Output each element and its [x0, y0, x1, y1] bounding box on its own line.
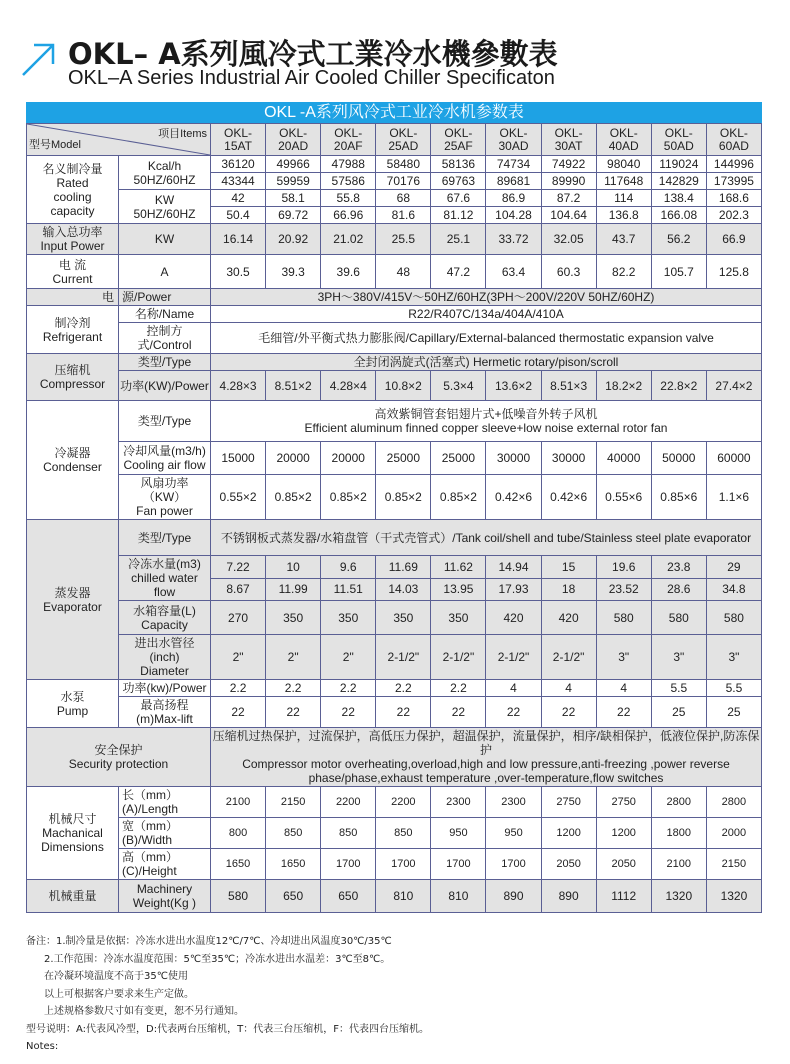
- table-cell: 56.2: [651, 224, 706, 255]
- security-value: 压缩机过热保护，过流保护，高低压力保护，超温保护，流量保护，相序/缺相保护，低液位保护,防冻保护 Compressor motor overheating,overload,high and low pressure,anti-freezing ,power reverse phase/phase,exhaust temperature ,over-temperature,flow switches: [211, 728, 762, 787]
- table-cell: 89990: [541, 173, 596, 190]
- table-cell: 0.55×6: [596, 475, 651, 520]
- table-cell: 43344: [211, 173, 266, 190]
- condenser-fan-label: 风扇功率（KW） Fan power: [119, 475, 211, 520]
- table-cell: 105.7: [651, 255, 706, 289]
- table-cell: 350: [321, 601, 376, 635]
- table-cell: 7.22: [211, 556, 266, 579]
- table-cell: 850: [321, 818, 376, 849]
- table-cell: 104.64: [541, 207, 596, 224]
- table-cell: 50000: [651, 442, 706, 475]
- table-row: [27, 306, 762, 323]
- table-cell: 47988: [321, 156, 376, 173]
- table-cell: 81.6: [376, 207, 431, 224]
- model-label: 型号Model: [29, 139, 81, 151]
- table-cell: 2050: [541, 849, 596, 880]
- table-cell: 58136: [431, 156, 486, 173]
- table-cell: 67.6: [431, 190, 486, 207]
- cooling-kw-label: KW 50HZ/60HZ: [119, 190, 211, 224]
- table-cell: 87.2: [541, 190, 596, 207]
- model-header: OKL- 30AD: [486, 124, 541, 156]
- table-cell: 14.94: [486, 556, 541, 579]
- table-cell: 2": [211, 635, 266, 680]
- table-cell: 98040: [596, 156, 651, 173]
- note-line: 在冷凝环境温度不高于35℃使用: [44, 971, 188, 982]
- table-cell: 50.4: [211, 207, 266, 224]
- table-cell: 28.6: [651, 578, 706, 601]
- refrigerant-control-value: 毛细管/外平衡式热力膨胀阀/Capillary/External-balanced thermostatic expansion valve: [211, 323, 762, 354]
- table-row: [27, 124, 762, 156]
- table-cell: 74734: [486, 156, 541, 173]
- model-header: OKL- 20AD: [266, 124, 321, 156]
- table-cell: 2150: [706, 849, 761, 880]
- table-cell: 8.51×2: [266, 371, 321, 401]
- table-cell: 2150: [266, 787, 321, 818]
- table-cell: 36120: [211, 156, 266, 173]
- table-cell: 2.2: [266, 680, 321, 697]
- table-cell: 1700: [376, 849, 431, 880]
- page-subtitle: OKL–A Series Industrial Air Cooled Chiller Specificaton: [68, 67, 555, 89]
- table-row: [27, 680, 762, 697]
- table-cell: 33.72: [486, 224, 541, 255]
- table-cell: 25: [706, 697, 761, 728]
- table-cell: 420: [486, 601, 541, 635]
- table-cell: 22.8×2: [651, 371, 706, 401]
- table-cell: 166.08: [651, 207, 706, 224]
- note-line: 上述规格参数尺寸如有变更，恕不另行通知。: [44, 1006, 244, 1017]
- table-cell: 2300: [431, 787, 486, 818]
- table-cell: 168.6: [706, 190, 761, 207]
- current-unit: A: [119, 255, 211, 289]
- model-header: OKL- 50AD: [651, 124, 706, 156]
- table-cell: 119024: [651, 156, 706, 173]
- table-row: [27, 224, 762, 255]
- dimensions-width-label: 宽（mm）(B)/Width: [119, 818, 211, 849]
- refrigerant-name-value: R22/R407C/134a/404A/410A: [211, 306, 762, 323]
- table-cell: 59959: [266, 173, 321, 190]
- table-cell: 58480: [376, 156, 431, 173]
- table-cell: 11.69: [376, 556, 431, 579]
- table-cell: 1700: [431, 849, 486, 880]
- table-cell: 23.52: [596, 578, 651, 601]
- table-cell: 138.4: [651, 190, 706, 207]
- table-cell: 125.8: [706, 255, 761, 289]
- table-cell: 82.2: [596, 255, 651, 289]
- model-header: OKL- 60AD: [706, 124, 761, 156]
- table-cell: 4: [541, 680, 596, 697]
- power-value: 3PH～380V/415V～50HZ/60HZ(3PH～200V/220V 50HZ/60HZ): [211, 289, 762, 306]
- table-row: [27, 289, 762, 306]
- table-cell: 43.7: [596, 224, 651, 255]
- table-row: [27, 728, 762, 787]
- table-cell: 2200: [321, 787, 376, 818]
- table-cell: 66.9: [706, 224, 761, 255]
- table-cell: 20000: [266, 442, 321, 475]
- table-cell: 350: [266, 601, 321, 635]
- condenser-type-label: 类型/Type: [119, 401, 211, 442]
- table-row: [27, 880, 762, 913]
- table-cell: 2.2: [211, 680, 266, 697]
- table-cell: 70176: [376, 173, 431, 190]
- power-label-a: 电: [27, 289, 119, 306]
- pump-lift-label: 最高扬程(m)Max-lift: [119, 697, 211, 728]
- table-cell: 11.62: [431, 556, 486, 579]
- table-cell: 2100: [211, 787, 266, 818]
- table-title: OKL -A系列风冷式工业冷水机参数表: [26, 102, 762, 123]
- table-cell: 15: [541, 556, 596, 579]
- table-cell: 800: [211, 818, 266, 849]
- table-cell: 42: [211, 190, 266, 207]
- table-cell: 20000: [321, 442, 376, 475]
- table-row: [27, 190, 762, 207]
- table-cell: 40000: [596, 442, 651, 475]
- table-cell: 2200: [376, 787, 431, 818]
- table-cell: 81.12: [431, 207, 486, 224]
- dimensions-height-label: 高（mm）(C)/Height: [119, 849, 211, 880]
- table-cell: 0.55×2: [211, 475, 266, 520]
- weight-label: 机械重量: [27, 880, 119, 913]
- table-cell: 173995: [706, 173, 761, 190]
- table-cell: 114: [596, 190, 651, 207]
- model-header: OKL- 30AT: [541, 124, 596, 156]
- table-cell: 16.14: [211, 224, 266, 255]
- table-cell: 2100: [651, 849, 706, 880]
- table-cell: 2800: [706, 787, 761, 818]
- model-header: OKL- 40AD: [596, 124, 651, 156]
- table-cell: 68: [376, 190, 431, 207]
- table-cell: 60000: [706, 442, 761, 475]
- table-cell: 30000: [541, 442, 596, 475]
- table-cell: 47.2: [431, 255, 486, 289]
- table-row: [27, 787, 762, 818]
- table-cell: 22: [431, 697, 486, 728]
- condenser-type-value: 高效紫铜管套铝翅片式+低噪音外转子风机 Efficient aluminum finned copper sleeve+low noise external rotor fan: [211, 401, 762, 442]
- table-cell: 4.28×3: [211, 371, 266, 401]
- table-row: [27, 354, 762, 371]
- table-cell: 34.8: [706, 578, 761, 601]
- power-label-b: 源/Power: [119, 289, 211, 306]
- model-header: OKL- 20AF: [321, 124, 376, 156]
- table-cell: 4.28×4: [321, 371, 376, 401]
- content-column: [26, 0, 762, 1064]
- table-row: [27, 849, 762, 880]
- table-cell: 1320: [706, 880, 761, 913]
- table-row: [27, 475, 762, 520]
- table-cell: 202.3: [706, 207, 761, 224]
- table-cell: 0.85×2: [431, 475, 486, 520]
- table-row: [27, 255, 762, 289]
- table-cell: 950: [486, 818, 541, 849]
- table-row: [27, 401, 762, 442]
- table-cell: 117648: [596, 173, 651, 190]
- table-cell: 1200: [596, 818, 651, 849]
- table-cell: 39.3: [266, 255, 321, 289]
- table-cell: 0.42×6: [541, 475, 596, 520]
- table-cell: 142829: [651, 173, 706, 190]
- table-cell: 63.4: [486, 255, 541, 289]
- table-cell: 136.8: [596, 207, 651, 224]
- table-cell: 8.67: [211, 578, 266, 601]
- table-cell: 49966: [266, 156, 321, 173]
- table-cell: 89681: [486, 173, 541, 190]
- table-cell: 39.6: [321, 255, 376, 289]
- table-cell: 22: [376, 697, 431, 728]
- table-row: [27, 323, 762, 354]
- table-cell: 17.93: [486, 578, 541, 601]
- security-label: 安全保护 Security protection: [27, 728, 211, 787]
- table-cell: 20.92: [266, 224, 321, 255]
- table-cell: 25: [651, 697, 706, 728]
- table-cell: 2-1/2": [486, 635, 541, 680]
- items-label: 项目Items: [158, 128, 207, 140]
- note-line: 2.工作范围：冷冻水温度范围：5℃至35℃；冷冻水进出水温差：3℃至8℃。: [44, 953, 391, 965]
- table-cell: 0.42×6: [486, 475, 541, 520]
- table-cell: 22: [321, 697, 376, 728]
- evaporator-type-label: 类型/Type: [119, 520, 211, 556]
- pump-power-label: 功率(kw)/Power: [119, 680, 211, 697]
- table-cell: 60.3: [541, 255, 596, 289]
- condenser-airflow-label: 冷却风量(m3/h) Cooling air flow: [119, 442, 211, 475]
- table-cell: 0.85×2: [376, 475, 431, 520]
- table-cell: 2-1/2": [541, 635, 596, 680]
- table-cell: 1700: [321, 849, 376, 880]
- current-label: 电 流 Current: [27, 255, 119, 289]
- evaporator-capacity-label: 水箱容量(L) Capacity: [119, 601, 211, 635]
- table-cell: 1700: [486, 849, 541, 880]
- table-cell: 13.95: [431, 578, 486, 601]
- table-cell: 104.28: [486, 207, 541, 224]
- table-cell: 30000: [486, 442, 541, 475]
- table-cell: 22: [266, 697, 321, 728]
- model-header: OKL- 15AT: [211, 124, 266, 156]
- table-cell: 32.05: [541, 224, 596, 255]
- table-cell: 22: [541, 697, 596, 728]
- refrigerant-label: 制冷剂 Refrigerant: [27, 306, 119, 354]
- header-model-items: [27, 124, 211, 156]
- table-cell: 10.8×2: [376, 371, 431, 401]
- table-cell: 1650: [211, 849, 266, 880]
- table-cell: 2.2: [321, 680, 376, 697]
- table-cell: 850: [376, 818, 431, 849]
- table-cell: 0.85×6: [651, 475, 706, 520]
- note-line: Notes:: [26, 1041, 59, 1052]
- table-cell: 69763: [431, 173, 486, 190]
- table-cell: 66.96: [321, 207, 376, 224]
- model-header: OKL- 25AD: [376, 124, 431, 156]
- table-cell: 5.3×4: [431, 371, 486, 401]
- table-cell: 0.85×2: [321, 475, 376, 520]
- table-cell: 3": [706, 635, 761, 680]
- table-cell: 74922: [541, 156, 596, 173]
- evaporator-flow-label: 冷冻水量(m3) chilled water flow: [119, 556, 211, 601]
- table-cell: 2-1/2": [431, 635, 486, 680]
- pump-label: 水泵 Pump: [27, 680, 119, 728]
- input-power-unit: KW: [119, 224, 211, 255]
- table-cell: 350: [431, 601, 486, 635]
- input-power-label: 输入总功率 Input Power: [27, 224, 119, 255]
- table-cell: 650: [321, 880, 376, 913]
- table-cell: 4: [596, 680, 651, 697]
- table-cell: 25000: [376, 442, 431, 475]
- table-cell: 10: [266, 556, 321, 579]
- table-cell: 22: [486, 697, 541, 728]
- note-line: 以上可根据客户要求来生产定做。: [44, 988, 194, 1000]
- table-row: [27, 697, 762, 728]
- table-cell: 9.6: [321, 556, 376, 579]
- table-cell: 2": [266, 635, 321, 680]
- table-cell: 18.2×2: [596, 371, 651, 401]
- table-cell: 2.2: [376, 680, 431, 697]
- refrigerant-name-label: 名称/Name: [119, 306, 211, 323]
- table-cell: 2-1/2": [376, 635, 431, 680]
- table-row: [27, 818, 762, 849]
- table-cell: 350: [376, 601, 431, 635]
- weight-unit: Machinery Weight(Kg ): [119, 880, 211, 913]
- table-cell: 69.72: [266, 207, 321, 224]
- table-cell: 25.1: [431, 224, 486, 255]
- table-cell: 86.9: [486, 190, 541, 207]
- table-cell: 1.1×6: [706, 475, 761, 520]
- table-row: [27, 371, 762, 401]
- table-cell: 25.5: [376, 224, 431, 255]
- table-cell: 22: [211, 697, 266, 728]
- table-cell: 890: [541, 880, 596, 913]
- evaporator-label: 蒸发器 Evaporator: [27, 520, 119, 680]
- table-cell: 2000: [706, 818, 761, 849]
- table-cell: 29: [706, 556, 761, 579]
- table-cell: 810: [376, 880, 431, 913]
- note-line: 型号说明：A:代表风冷型，D:代表两台压缩机，T：代表三台压缩机，F：代表四台压缩机。: [26, 1023, 429, 1035]
- table-cell: 1112: [596, 880, 651, 913]
- table-cell: 27.4×2: [706, 371, 761, 401]
- table-cell: 23.8: [651, 556, 706, 579]
- cooling-kcal-label: Kcal/h 50HZ/60HZ: [119, 156, 211, 190]
- table-cell: 22: [596, 697, 651, 728]
- table-row: [27, 601, 762, 635]
- table-cell: 810: [431, 880, 486, 913]
- table-cell: 2300: [486, 787, 541, 818]
- table-cell: 420: [541, 601, 596, 635]
- table-cell: 2750: [541, 787, 596, 818]
- table-cell: 2.2: [431, 680, 486, 697]
- table-cell: 1200: [541, 818, 596, 849]
- table-cell: 57586: [321, 173, 376, 190]
- note-line: 备注：1.制冷量是依据：冷冻水进出水温度12℃/7℃、冷却进出风温度30℃/35℃: [26, 936, 392, 947]
- compressor-type-value: 全封闭涡旋式(活塞式) Hermetic rotary/pison/scroll: [211, 354, 762, 371]
- table-cell: 13.6×2: [486, 371, 541, 401]
- table-row: [27, 520, 762, 556]
- table-cell: 25000: [431, 442, 486, 475]
- spec-table: [26, 123, 762, 913]
- table-cell: 2750: [596, 787, 651, 818]
- table-cell: 2800: [651, 787, 706, 818]
- table-cell: 2": [321, 635, 376, 680]
- table-cell: 580: [651, 601, 706, 635]
- table-cell: 3": [651, 635, 706, 680]
- notes: [26, 933, 762, 1056]
- table-cell: 3": [596, 635, 651, 680]
- condenser-label: 冷凝器 Condenser: [27, 401, 119, 520]
- cooling-label: 名义制冷量 Rated cooling capacity: [27, 156, 119, 224]
- evaporator-type-value: 不锈钢板式蒸发器/水箱盘管（干式壳管式）/Tank coil/shell and tube/Stainless steel plate evaporator: [211, 520, 762, 556]
- table-cell: 48: [376, 255, 431, 289]
- table-cell: 30.5: [211, 255, 266, 289]
- table-cell: 4: [486, 680, 541, 697]
- table-cell: 0.85×2: [266, 475, 321, 520]
- table-cell: 5.5: [651, 680, 706, 697]
- table-cell: 1650: [266, 849, 321, 880]
- table-cell: 18: [541, 578, 596, 601]
- evaporator-diameter-label: 进出水管径(inch) Diameter: [119, 635, 211, 680]
- table-cell: 580: [596, 601, 651, 635]
- page-title: OKL– A系列風冷式工業冷水機參數表: [68, 37, 558, 71]
- table-row: [27, 442, 762, 475]
- model-header: OKL- 25AF: [431, 124, 486, 156]
- table-cell: 580: [211, 880, 266, 913]
- table-cell: 1800: [651, 818, 706, 849]
- table-cell: 270: [211, 601, 266, 635]
- compressor-power-label: 功率(KW)/Power: [119, 371, 211, 401]
- table-cell: 8.51×3: [541, 371, 596, 401]
- dimensions-label: 机械尺寸 Machanical Dimensions: [27, 787, 119, 880]
- table-row: [27, 156, 762, 173]
- table-cell: 890: [486, 880, 541, 913]
- table-cell: 1320: [651, 880, 706, 913]
- table-cell: 19.6: [596, 556, 651, 579]
- table-cell: 650: [266, 880, 321, 913]
- dimensions-length-label: 长（mm）(A)/Length: [119, 787, 211, 818]
- compressor-label: 压缩机 Compressor: [27, 354, 119, 401]
- compressor-type-label: 类型/Type: [119, 354, 211, 371]
- table-cell: 2050: [596, 849, 651, 880]
- table-cell: 850: [266, 818, 321, 849]
- table-cell: 950: [431, 818, 486, 849]
- table-cell: 58.1: [266, 190, 321, 207]
- table-cell: 15000: [211, 442, 266, 475]
- table-cell: 11.99: [266, 578, 321, 601]
- table-cell: 580: [706, 601, 761, 635]
- refrigerant-control-label: 控制方式/Control: [119, 323, 211, 354]
- table-cell: 5.5: [706, 680, 761, 697]
- table-cell: 11.51: [321, 578, 376, 601]
- table-cell: 21.02: [321, 224, 376, 255]
- table-row: [27, 635, 762, 680]
- table-cell: 144996: [706, 156, 761, 173]
- table-row: [27, 556, 762, 579]
- table-cell: 14.03: [376, 578, 431, 601]
- table-cell: 55.8: [321, 190, 376, 207]
